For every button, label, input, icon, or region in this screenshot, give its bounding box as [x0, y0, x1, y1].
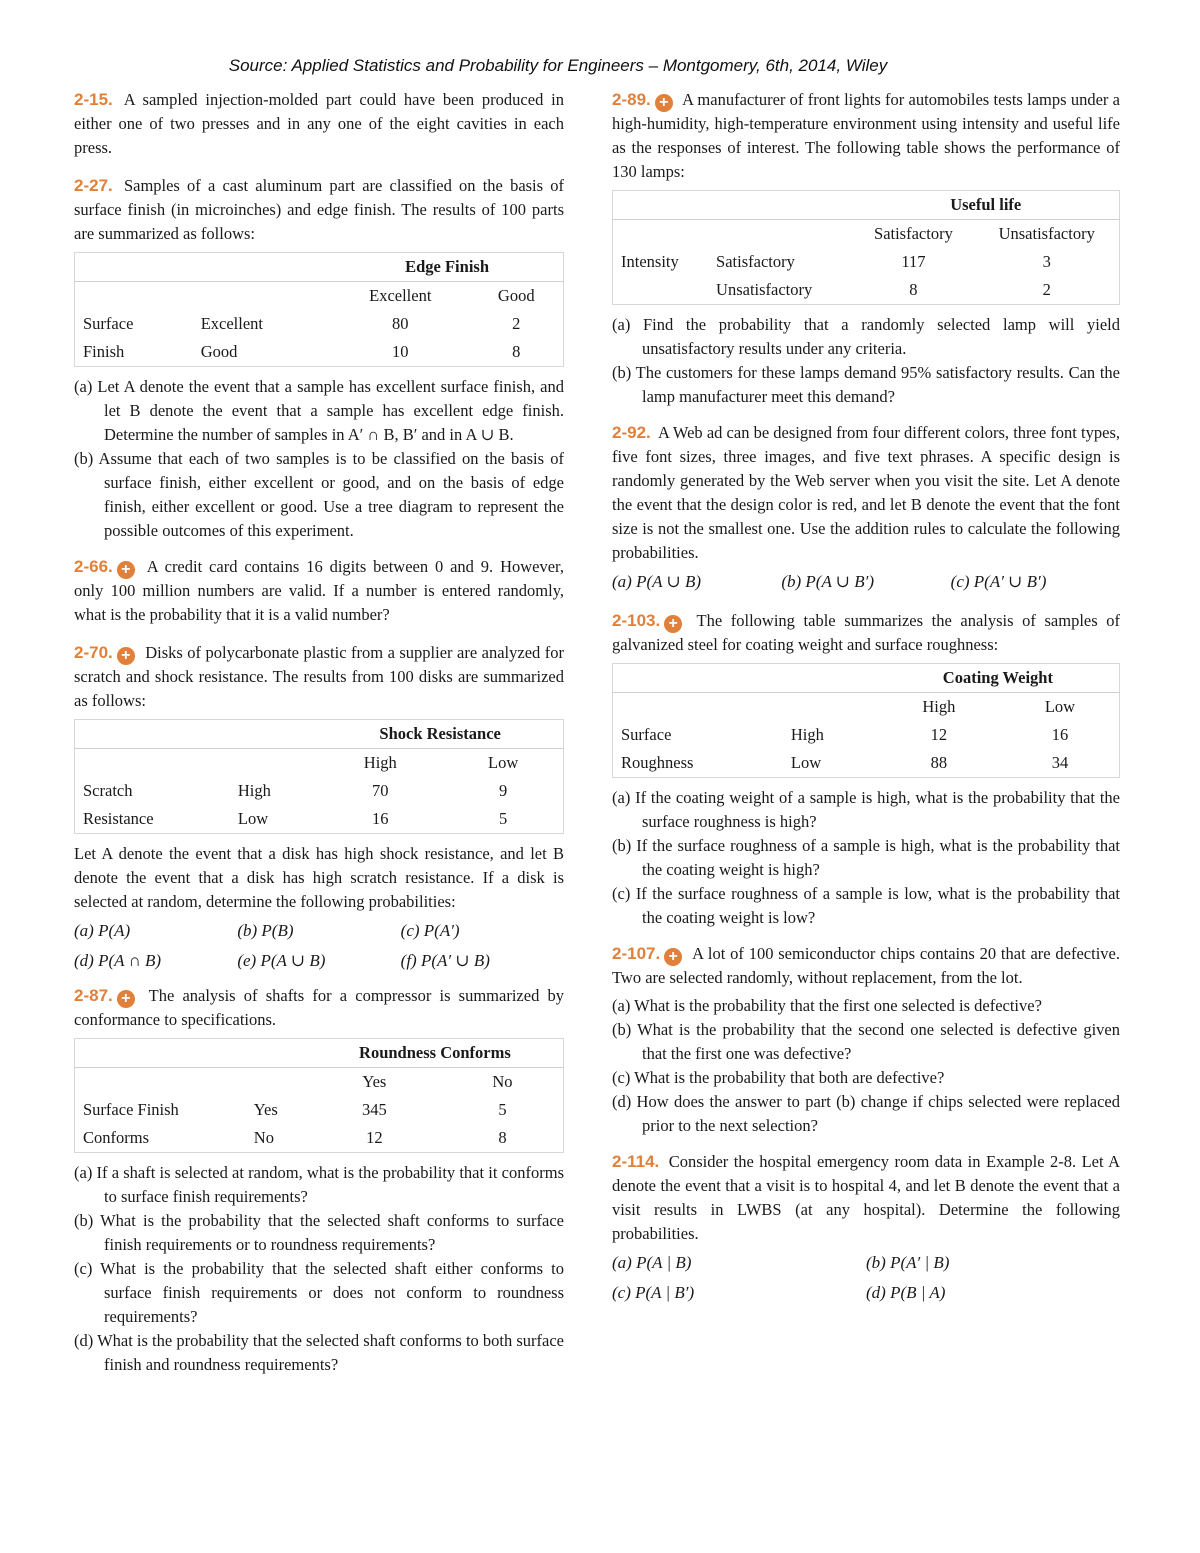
- part-b: (b) Assume that each of two samples is to be classified on the basis of surface finish, either excellent or good, and on the basis of edge finish, either excellent or good. Use a tree diagram to represent the possible outcomes of this experiment.: [74, 449, 564, 540]
- problem-2-27: [74, 174, 564, 543]
- col-header: Satisfactory: [874, 224, 953, 243]
- source-line: Source: Applied Statistics and Probability for Engineers – Montgomery, 6th, 2014, Wiley: [228, 56, 888, 75]
- part-d: (d) How does the answer to part (b) change if chips selected were replaced prior to the next selection?: [612, 1092, 1120, 1135]
- table-group-header: Shock Resistance: [317, 720, 563, 749]
- table-row: Surface High 12 16: [621, 725, 1069, 744]
- col-header: Good: [497, 286, 535, 305]
- options-row: (c) P(A | B′) (d) P(B | A): [612, 1283, 946, 1302]
- problem-text: A credit card contains 16 digits between 0 and 9. However, only 100 million numbers are valid. If a number is entered randomly, what is the probability that it is a valid number?: [74, 557, 565, 624]
- problem-number: 2-114.: [612, 1152, 660, 1171]
- options-row: (a) P(A) (b) P(B) (c) P(A′): [74, 921, 460, 940]
- plus-icon: +: [664, 615, 682, 633]
- table-row: Roughness Low 88 34: [621, 753, 1069, 772]
- table-group-header: Roundness Conforms: [307, 1039, 564, 1068]
- table-row: Unsatisfactory 8 2: [716, 280, 1051, 299]
- problem-number: 2-103.: [612, 611, 661, 630]
- problem-text: Samples of a cast aluminum part are classified on the basis of surface finish (in microinches) and edge finish. The results of 100 parts are summarized as follows:: [74, 176, 564, 243]
- problem-number: 2-15.: [74, 90, 113, 109]
- useful-life-table: [612, 190, 1120, 305]
- shock-resistance-table: [74, 719, 564, 834]
- problem-2-70: [74, 641, 564, 976]
- table-group-header: Edge Finish: [331, 253, 563, 282]
- problem-2-66: [74, 555, 564, 627]
- problem-2-114: [612, 1150, 1120, 1308]
- problem-text: Consider the hospital emergency room data in Example 2-8. Let A denote the event that a visit is to hospital 4, and let B denote the event that a visit results in LWBS (at any hospital). Determine the following probabilities.: [612, 1152, 1120, 1243]
- plus-icon: +: [117, 561, 135, 579]
- plus-icon: +: [664, 948, 682, 966]
- problem-text: The analysis of shafts for a compressor is summarized by conformance to specifications.: [74, 986, 564, 1029]
- part-a: (a) If a shaft is selected at random, what is the probability that it conforms to surface finish requirements?: [74, 1163, 564, 1206]
- col-header: High: [922, 697, 956, 716]
- col-header: No: [492, 1072, 513, 1091]
- table-row: Finish Good 10 8: [83, 342, 521, 361]
- table-row: Intensity Satisfactory 117 3: [621, 252, 1051, 271]
- col-header: Unsatisfactory: [998, 224, 1095, 243]
- problem-number: 2-107.: [612, 944, 661, 963]
- problem-number: 2-70.: [74, 643, 113, 662]
- options-row: (d) P(A ∩ B) (e) P(A ∪ B) (f) P(A′ ∪ B): [74, 951, 490, 970]
- table-row: Conforms No 12 8: [83, 1128, 507, 1147]
- col-header: High: [363, 753, 397, 772]
- left-column: [74, 88, 564, 1377]
- part-a: (a) Find the probability that a randomly selected lamp will yield unsatisfactory results under any criteria.: [612, 315, 1120, 358]
- col-header: Low: [488, 753, 519, 772]
- problem-2-15: [74, 88, 564, 160]
- roundness-table: [74, 1038, 564, 1153]
- table-row: Surface Excellent 80 2: [83, 314, 521, 333]
- col-header: Yes: [362, 1072, 387, 1091]
- part-c: (c) What is the probability that both are defective?: [612, 1068, 945, 1087]
- problem-number: 2-27.: [74, 176, 113, 195]
- problem-text: A manufacturer of front lights for automobiles tests lamps under a high-humidity, high-temperature environment using intensity and useful life as the responses of interest. The following table shows the performance of 130 lamps:: [612, 90, 1121, 181]
- problem-2-89: [612, 88, 1120, 409]
- problem-2-87: [74, 984, 564, 1377]
- right-column: [612, 88, 1120, 1308]
- table-row: Surface Finish Yes 345 5: [83, 1100, 507, 1119]
- part-b: (b) What is the probability that the second one selected is defective given that the first one was defective?: [612, 1020, 1120, 1063]
- col-header: Low: [1044, 697, 1076, 716]
- part-a: (a) What is the probability that the first one selected is defective?: [612, 996, 1042, 1015]
- problem-text: A Web ad can be designed from four different colors, three font types, five font sizes, three images, and five text phrases. A specific design is randomly generated by the Web server when you visit the site. Let A denote the event that the design color is red, and let B denote the event that the font size is not the smallest one. Use the addition rules to calculate the following probabilities.: [612, 423, 1120, 562]
- table-group-header: Useful life: [852, 191, 1119, 220]
- edge-finish-table: [74, 252, 564, 367]
- problem-text: The following table summarizes the analysis of samples of galvanized steel for coating weight and surface roughness:: [612, 611, 1121, 654]
- problem-text: Disks of polycarbonate plastic from a supplier are analyzed for scratch and shock resistance. The results from 100 disks are summarized as follows:: [74, 643, 564, 710]
- problem-2-103: [612, 609, 1120, 930]
- options-row: (a) P(A ∪ B) (b) P(A ∪ B′) (c) P(A′ ∪ B′): [612, 572, 1047, 591]
- problem-number: 2-89.: [612, 90, 651, 109]
- problem-text: Let A denote the event that a disk has high shock resistance, and let B denote the event that a disk has high scratch resistance. If a disk is selected at random, determine the following probabilities:: [74, 844, 564, 911]
- plus-icon: +: [655, 94, 673, 112]
- part-b: (b) The customers for these lamps demand 95% satisfactory results. Can the lamp manufacturer meet this demand?: [612, 363, 1120, 406]
- part-a: (a) Let A denote the event that a sample has excellent surface finish, and let B denote the event that a sample has excellent edge finish. Determine the number of samples in A′ ∩ B, B′ and in A ∪ B.: [74, 377, 564, 444]
- part-c: (c) What is the probability that the selected shaft either conforms to surface finish requirements or does not conform to roundness requirements?: [74, 1259, 564, 1326]
- problem-number: 2-87.: [74, 986, 113, 1005]
- problem-number: 2-66.: [74, 557, 113, 576]
- plus-icon: +: [117, 990, 135, 1008]
- table-row: Scratch High 70 9: [83, 781, 508, 800]
- part-b: (b) If the surface roughness of a sample is high, what is the probability that the coating weight is high?: [612, 836, 1120, 879]
- part-b: (b) What is the probability that the selected shaft conforms to surface finish requirements or to roundness requirements?: [74, 1211, 564, 1254]
- problem-text: A lot of 100 semiconductor chips contains 20 that are defective. Two are selected randomly, without replacement, from the lot.: [612, 944, 1121, 987]
- part-c: (c) If the surface roughness of a sample is low, what is the probability that the coating weight is low?: [612, 884, 1120, 927]
- part-a: (a) If the coating weight of a sample is high, what is the probability that the surface roughness is high?: [612, 788, 1120, 831]
- problem-number: 2-92.: [612, 423, 651, 442]
- table-row: Resistance Low 16 5: [83, 809, 508, 828]
- coating-weight-table: [612, 663, 1120, 778]
- problem-2-107: [612, 942, 1120, 1138]
- options-row: (a) P(A | B) (b) P(A′ | B): [612, 1253, 950, 1272]
- table-group-header: Coating Weight: [877, 664, 1120, 693]
- part-d: (d) What is the probability that the selected shaft conforms to both surface finish and roundness requirements?: [74, 1331, 564, 1374]
- problem-2-92: [612, 421, 1120, 597]
- problem-text: A sampled injection-molded part could have been produced in either one of two presses and in any one of the eight cavities in each press.: [74, 90, 564, 157]
- col-header: Excellent: [369, 286, 432, 305]
- plus-icon: +: [117, 647, 135, 665]
